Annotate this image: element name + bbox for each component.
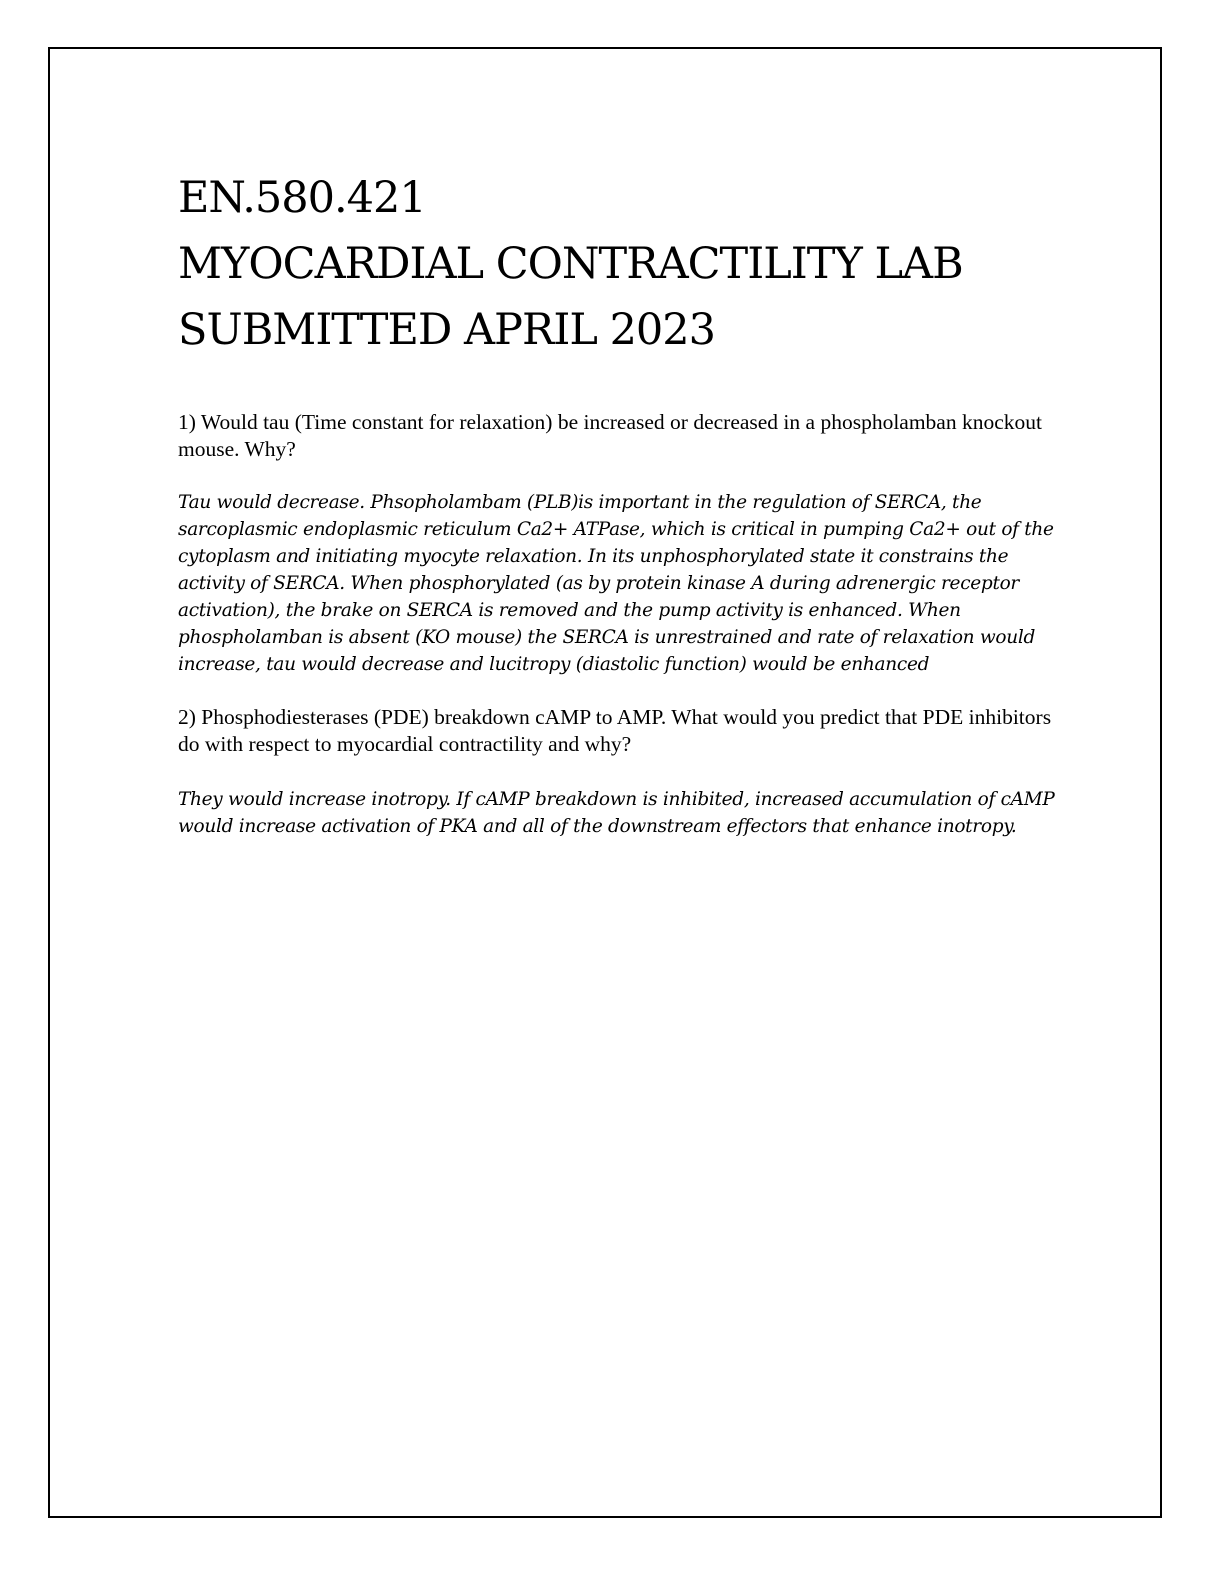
answer-2: They would increase inotropy. If cAMP breakdown is inhibited, increased accumulation of cAMP would increase activation of PKA and all of the downstream effectors that enhance inotropy. xyxy=(178,789,1055,837)
course-code: EN.580.421 xyxy=(178,173,426,223)
answer-1: Tau would decrease. Phsopholambam (PLB)is important in the regulation of SERCA, the sarcoplasmic endoplasmic reticulum Ca2+ ATPase, which is critical in pumping Ca2+ out of the cytoplasm and initiating myocyte relaxation. In its unphosphorylated state it constrains the activity of SERCA. When phosphorylated (as by protein kinase A during adrenergic receptor activation), the brake on SERCA is removed and the pump activity is enhanced. When phospholamban is absent (KO mouse) the SERCA is unrestrained and rate of relaxation would increase, tau would decrease and lucitropy (diastolic function) would be enhanced xyxy=(178,492,1054,675)
question-1: 1) Would tau (Time constant for relaxation) be increased or decreased in a phospholamban knockout mouse. Why? xyxy=(178,410,1042,461)
lab-title: MYOCARDIAL CONTRACTILITY LAB xyxy=(178,239,963,289)
question-2: 2) Phosphodiesterases (PDE) breakdown cAMP to AMP. What would you predict that PDE inhibitors do with respect to myocardial contractility and why? xyxy=(178,705,1052,756)
document-content xyxy=(178,165,1058,840)
submission-date: SUBMITTED APRIL 2023 xyxy=(178,305,716,355)
